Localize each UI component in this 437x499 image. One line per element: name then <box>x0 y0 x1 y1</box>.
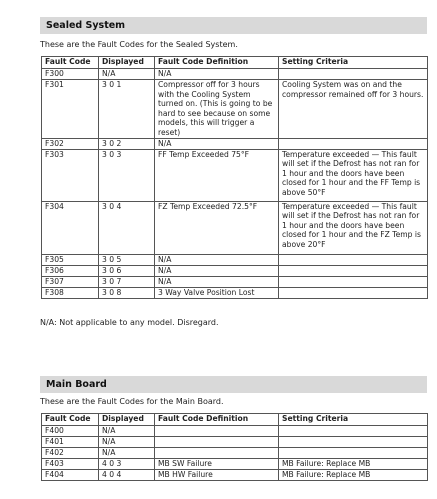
criteria-cell <box>279 437 428 448</box>
criteria-cell: Temperature exceeded — This fault will set if the Defrost has not ran for 1 hour and the doors have been closed for 1 hour and the FF Temp is above 50°F <box>279 149 428 201</box>
fault-code-cell: F300 <box>42 69 99 80</box>
definition-cell: N/A <box>155 254 279 265</box>
table-header-row <box>42 414 428 426</box>
definition-cell: Compressor off for 3 hours with the Cooling System turned on. (This is going to be hard to see because on some models, this will trigger a reset) <box>155 80 279 139</box>
table-row <box>42 254 428 265</box>
displayed-cell: 3 0 6 <box>99 265 155 276</box>
table-row <box>42 201 428 254</box>
displayed-cell: N/A <box>99 426 155 437</box>
displayed-cell: N/A <box>99 69 155 80</box>
criteria-cell <box>279 276 428 287</box>
fault-code-cell: F301 <box>42 80 99 139</box>
not-applicable-note: N/A: Not applicable to any model. Disregard. <box>40 318 219 327</box>
fault-code-cell: F306 <box>42 265 99 276</box>
header-fault-code-definition: Fault Code Definition <box>155 57 279 69</box>
criteria-cell: MB Failure: Replace MB <box>279 470 428 481</box>
table-header-row <box>42 57 428 69</box>
header-fault-code: Fault Code <box>42 414 99 426</box>
table-row <box>42 276 428 287</box>
table-row <box>42 287 428 298</box>
definition-cell: MB HW Failure <box>155 470 279 481</box>
displayed-cell: N/A <box>99 448 155 459</box>
fault-code-cell: F302 <box>42 138 99 149</box>
main-board-table <box>41 413 428 481</box>
fault-code-cell: F308 <box>42 287 99 298</box>
fault-code-cell: F401 <box>42 437 99 448</box>
fault-code-cell: F404 <box>42 470 99 481</box>
definition-cell <box>155 426 279 437</box>
criteria-cell <box>279 448 428 459</box>
definition-cell: N/A <box>155 265 279 276</box>
criteria-cell <box>279 265 428 276</box>
header-setting-criteria: Setting Criteria <box>279 414 428 426</box>
table-row <box>42 459 428 470</box>
displayed-cell: 3 0 1 <box>99 80 155 139</box>
criteria-cell <box>279 426 428 437</box>
displayed-cell: 3 0 4 <box>99 201 155 254</box>
fault-code-cell: F303 <box>42 149 99 201</box>
displayed-cell: N/A <box>99 437 155 448</box>
definition-cell: 3 Way Valve Position Lost <box>155 287 279 298</box>
criteria-cell <box>279 69 428 80</box>
table-row <box>42 69 428 80</box>
fault-code-cell: F307 <box>42 276 99 287</box>
table-row <box>42 265 428 276</box>
table-row <box>42 426 428 437</box>
displayed-cell: 3 0 5 <box>99 254 155 265</box>
table-row <box>42 138 428 149</box>
main-board-intro: These are the Fault Codes for the Main Board. <box>40 397 224 406</box>
fault-code-cell: F304 <box>42 201 99 254</box>
definition-cell: FZ Temp Exceeded 72.5°F <box>155 201 279 254</box>
fault-code-cell: F402 <box>42 448 99 459</box>
criteria-cell: MB Failure: Replace MB <box>279 459 428 470</box>
sealed-system-heading: Sealed System <box>40 17 427 34</box>
table-row <box>42 149 428 201</box>
definition-cell: N/A <box>155 69 279 80</box>
definition-cell <box>155 448 279 459</box>
displayed-cell: 3 0 7 <box>99 276 155 287</box>
definition-cell: N/A <box>155 138 279 149</box>
header-displayed: Displayed <box>99 57 155 69</box>
header-fault-code: Fault Code <box>42 57 99 69</box>
definition-cell: MB SW Failure <box>155 459 279 470</box>
displayed-cell: 3 0 8 <box>99 287 155 298</box>
displayed-cell: 3 0 2 <box>99 138 155 149</box>
displayed-cell: 3 0 3 <box>99 149 155 201</box>
displayed-cell: 4 0 4 <box>99 470 155 481</box>
header-setting-criteria: Setting Criteria <box>279 57 428 69</box>
table-row <box>42 80 428 139</box>
criteria-cell <box>279 138 428 149</box>
table-row <box>42 470 428 481</box>
table-row <box>42 448 428 459</box>
criteria-cell: Cooling System was on and the compressor remained off for 3 hours. <box>279 80 428 139</box>
main-board-heading: Main Board <box>40 376 427 393</box>
criteria-cell: Temperature exceeded — This fault will set if the Defrost has not ran for 1 hour and the doors have been closed for 1 hour and the FZ Temp is above 20°F <box>279 201 428 254</box>
fault-code-cell: F400 <box>42 426 99 437</box>
header-displayed: Displayed <box>99 414 155 426</box>
definition-cell: FF Temp Exceeded 75°F <box>155 149 279 201</box>
header-fault-code-definition: Fault Code Definition <box>155 414 279 426</box>
criteria-cell <box>279 254 428 265</box>
definition-cell <box>155 437 279 448</box>
definition-cell: N/A <box>155 276 279 287</box>
table-row <box>42 437 428 448</box>
criteria-cell <box>279 287 428 298</box>
sealed-system-table <box>41 56 428 299</box>
fault-code-cell: F305 <box>42 254 99 265</box>
displayed-cell: 4 0 3 <box>99 459 155 470</box>
sealed-system-intro: These are the Fault Codes for the Sealed System. <box>40 40 238 49</box>
fault-code-cell: F403 <box>42 459 99 470</box>
